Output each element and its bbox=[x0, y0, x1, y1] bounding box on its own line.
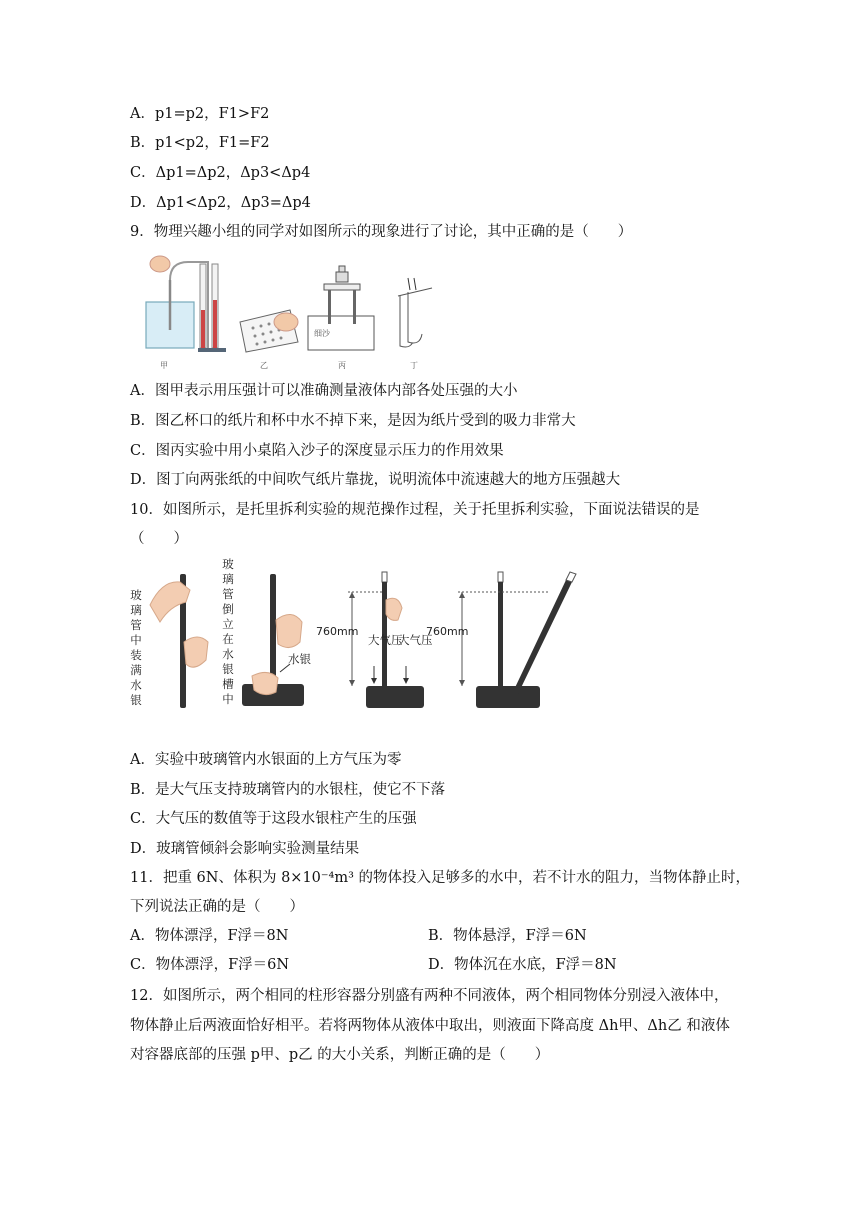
q9-stem: 9．物理兴趣小组的同学对如图所示的现象进行了讨论，其中正确的是（ ） bbox=[130, 224, 633, 240]
figure-ding bbox=[398, 278, 432, 370]
q10-option-b: B．是大气压支持玻璃管内的水银柱，使它不下落 bbox=[130, 782, 446, 798]
q10-option-d: D．玻璃管倾斜会影响实验测量结果 bbox=[130, 841, 360, 857]
q8-option-b: B．p1<p2，F1=F2 bbox=[130, 135, 270, 151]
q11-option-b: B．物体悬浮，F浮＝6N bbox=[428, 928, 587, 944]
q9-option-a: A．图甲表示用压强计可以准确测量液体内部各处压强的大小 bbox=[130, 383, 518, 399]
atm-label-left: 大气压 bbox=[368, 633, 403, 647]
q11-option-d: D．物体沉在水底，F浮＝8N bbox=[428, 957, 617, 973]
label-fill-mercury: 玻璃管中装满水银 bbox=[130, 588, 142, 707]
q11-stem-line1: 11．把重 6N、体积为 8×10⁻⁴m³ 的物体投入足够多的水中，若不计水的阻力，当物体静止时， bbox=[130, 870, 751, 886]
q9-option-c: C．图丙实验中用小桌陷入沙子的深度显示压力的作用效果 bbox=[130, 443, 504, 459]
q9-figure bbox=[128, 250, 458, 375]
caption-bing: 丙 bbox=[338, 361, 346, 370]
figure-jia bbox=[146, 256, 226, 370]
q9-option-b: B．图乙杯口的纸片和杯中水不掉下来，是因为纸片受到的吸力非常大 bbox=[130, 413, 576, 429]
caption-ding: 丁 bbox=[410, 361, 418, 370]
q10-stem-line2: （ ） bbox=[130, 531, 188, 547]
step-invert-tube bbox=[242, 574, 311, 706]
q10-option-c: C．大气压的数值等于这段水银柱产生的压强 bbox=[130, 811, 417, 827]
sand-label: 细沙 bbox=[314, 329, 330, 338]
caption-yi: 乙 bbox=[260, 361, 268, 370]
figure-bing bbox=[308, 266, 374, 370]
figure-yi bbox=[240, 310, 298, 370]
q8-option-d: D．Δp1<Δp2，Δp3=Δp4 bbox=[130, 195, 311, 211]
label-invert-tube: 玻璃管倒立在水银槽中 bbox=[222, 557, 234, 706]
q11-stem-line2: 下列说法正确的是（ ） bbox=[130, 899, 304, 915]
height-label-1: 760mm bbox=[316, 625, 359, 638]
step-measure bbox=[316, 572, 433, 708]
q12-line3: 对容器底部的压强 p甲、p乙 的大小关系，判断正确的是（ ） bbox=[130, 1047, 550, 1063]
q10-stem-line1: 10．如图所示，是托里拆利实验的规范操作过程，关于托里拆利实验，下面说法错误的是 bbox=[130, 502, 700, 518]
height-label-2: 760mm bbox=[426, 625, 469, 638]
caption-jia: 甲 bbox=[160, 361, 168, 370]
q10-option-a: A．实验中玻璃管内水银面的上方气压为零 bbox=[130, 752, 402, 768]
q12-line1: 12．如图所示，两个相同的柱形容器分别盛有两种不同液体，两个相同物体分别浸入液体中， bbox=[130, 988, 729, 1004]
atm-label-right: 大气压 bbox=[398, 633, 433, 647]
q12-line2: 物体静止后两液面恰好相平。若将两物体从液体中取出，则液面下降高度 Δh甲、Δh乙 和液体 bbox=[130, 1018, 730, 1034]
step-fill-tube bbox=[150, 574, 208, 708]
q10-figure bbox=[140, 560, 580, 715]
label-mercury: 水银 bbox=[288, 652, 311, 666]
q9-option-d: D．图丁向两张纸的中间吹气纸片靠拢，说明流体中流速越大的地方压强越大 bbox=[130, 472, 621, 488]
q8-option-a: A．p1=p2，F1>F2 bbox=[130, 106, 270, 122]
q11-option-a: A．物体漂浮，F浮＝8N bbox=[130, 928, 289, 944]
q11-option-c: C．物体漂浮，F浮＝6N bbox=[130, 957, 290, 973]
q8-option-c: C．Δp1=Δp2，Δp3<Δp4 bbox=[130, 165, 311, 181]
step-tilted bbox=[426, 572, 576, 708]
